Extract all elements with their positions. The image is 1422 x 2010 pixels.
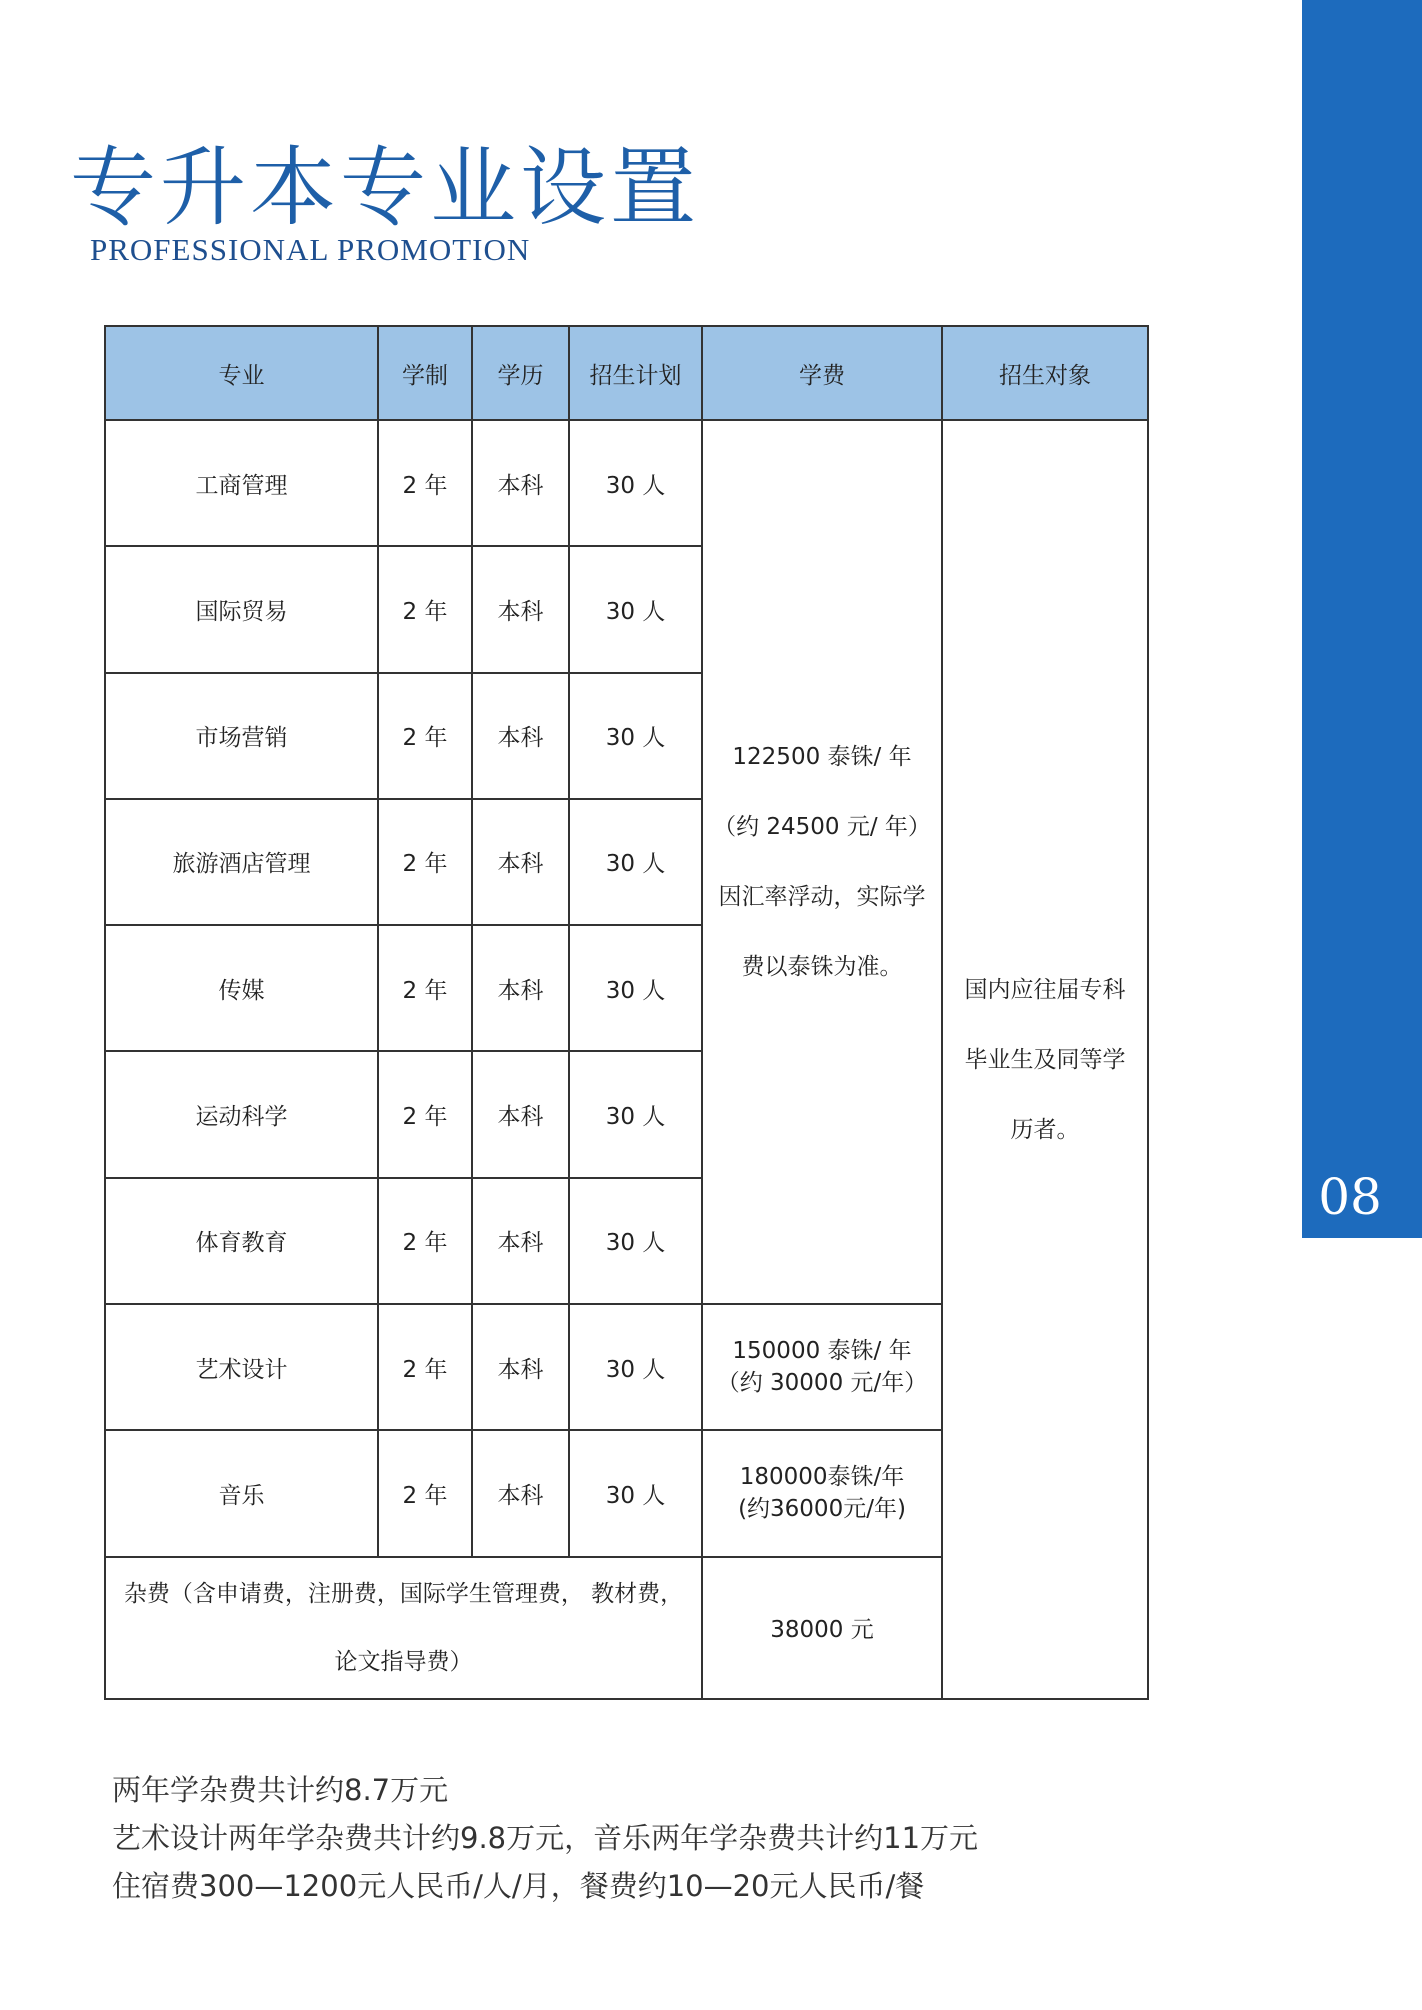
note-line: 住宿费300—1200元人民币/人/月，餐费约10—20元人民币/餐 <box>112 1869 925 1903</box>
cell-major: 传媒 <box>105 925 378 1051</box>
header-plan: 招生计划 <box>569 326 702 420</box>
cell-major: 运动科学 <box>105 1051 378 1177</box>
misc-label-line: 杂费（含申请费，注册费，国际学生管理费， 教材费， <box>123 1580 684 1607</box>
cell-duration: 2 年 <box>378 799 472 925</box>
cell-duration: 2 年 <box>378 546 472 672</box>
cell-major: 工商管理 <box>105 420 378 546</box>
cell-duration: 2 年 <box>378 420 472 546</box>
cell-degree: 本科 <box>472 420 569 546</box>
cell-fee-music <box>702 1430 942 1556</box>
cell-duration: 2 年 <box>378 1430 472 1556</box>
cell-fee-general <box>702 420 942 1304</box>
cell-duration: 2 年 <box>378 1178 472 1304</box>
page-number: 08 <box>1318 1168 1382 1226</box>
cell-duration: 2 年 <box>378 673 472 799</box>
cell-plan: 30 人 <box>569 1178 702 1304</box>
header-degree: 学历 <box>472 326 569 420</box>
fee-general-line: 费以泰铢为准。 <box>741 953 903 980</box>
cell-duration: 2 年 <box>378 1304 472 1430</box>
cell-degree: 本科 <box>472 925 569 1051</box>
cell-target <box>942 420 1148 1699</box>
note-line: 艺术设计两年学杂费共计约9.8万元，音乐两年学杂费共计约11万元 <box>112 1821 979 1855</box>
cell-degree: 本科 <box>472 1304 569 1430</box>
cell-major: 旅游酒店管理 <box>105 799 378 925</box>
note-line: 两年学杂费共计约8.7万元 <box>112 1773 449 1807</box>
fee-music-line: (约36000元/年) <box>738 1496 906 1523</box>
page-title: 专升本专业设置 <box>70 138 700 238</box>
cell-major: 国际贸易 <box>105 546 378 672</box>
cell-degree: 本科 <box>472 1178 569 1304</box>
cell-plan: 30 人 <box>569 799 702 925</box>
cell-degree: 本科 <box>472 673 569 799</box>
fee-notes <box>112 1766 978 1910</box>
cell-major: 市场营销 <box>105 673 378 799</box>
cell-plan: 30 人 <box>569 925 702 1051</box>
target-line: 国内应往届专科 <box>964 976 1126 1003</box>
cell-plan: 30 人 <box>569 1051 702 1177</box>
fee-music-line: 180000泰铢/年 <box>739 1464 905 1491</box>
fee-art-line: 150000 泰铢/ 年 <box>732 1338 912 1365</box>
cell-plan: 30 人 <box>569 1430 702 1556</box>
cell-degree: 本科 <box>472 1051 569 1177</box>
cell-degree: 本科 <box>472 546 569 672</box>
header-major: 专业 <box>105 326 378 420</box>
page-subtitle: PROFESSIONAL PROMOTION <box>90 232 531 267</box>
header-target: 招生对象 <box>942 326 1148 420</box>
header-duration: 学制 <box>378 326 472 420</box>
cell-degree: 本科 <box>472 1430 569 1556</box>
cell-major: 音乐 <box>105 1430 378 1556</box>
table-header-row <box>105 326 1148 420</box>
table-row <box>105 420 1148 546</box>
cell-plan: 30 人 <box>569 420 702 546</box>
program-table <box>104 325 1149 1700</box>
fee-art-line: （约 30000 元/年） <box>716 1370 928 1397</box>
header-fee: 学费 <box>702 326 942 420</box>
target-line: 毕业生及同等学 <box>964 1046 1126 1073</box>
fee-general-line: （约 24500 元/ 年） <box>713 813 931 840</box>
cell-duration: 2 年 <box>378 1051 472 1177</box>
cell-misc-label <box>105 1557 702 1699</box>
cell-major: 体育教育 <box>105 1178 378 1304</box>
cell-duration: 2 年 <box>378 925 472 1051</box>
fee-general-line: 122500 泰铢/ 年 <box>732 743 912 770</box>
cell-misc-fee: 38000 元 <box>702 1557 942 1699</box>
cell-plan: 30 人 <box>569 673 702 799</box>
target-line: 历者。 <box>1010 1116 1080 1143</box>
misc-label-line: 论文指导费） <box>334 1648 473 1675</box>
cell-major: 艺术设计 <box>105 1304 378 1430</box>
side-accent-bar <box>1302 0 1422 1238</box>
cell-plan: 30 人 <box>569 546 702 672</box>
cell-degree: 本科 <box>472 799 569 925</box>
cell-fee-art <box>702 1304 942 1430</box>
cell-plan: 30 人 <box>569 1304 702 1430</box>
fee-general-line: 因汇率浮动，实际学 <box>718 883 926 910</box>
